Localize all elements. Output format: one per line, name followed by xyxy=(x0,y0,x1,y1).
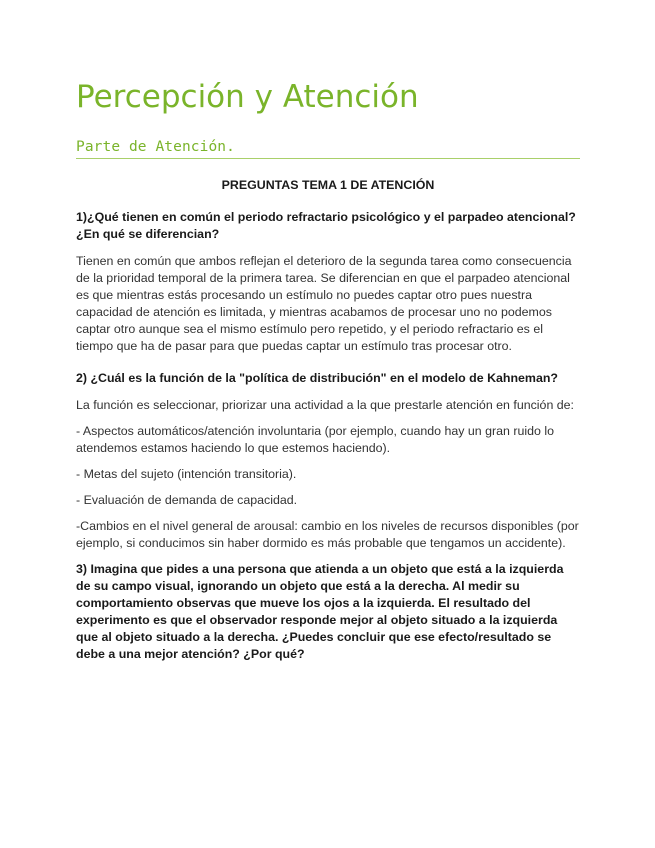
subtitle-divider xyxy=(76,158,580,159)
document-title: Percepción y Atención xyxy=(76,79,419,115)
question-1: 1)¿Qué tienen en común el periodo refractario psicológico y el parpadeo atencional?¿En qué se diferencian? xyxy=(76,210,576,241)
answer-2-list-item: -Cambios en el nivel general de arousal: cambio en los niveles de recursos disponibles (por ejemplo, si conducimos sin haber dormido es más probable que tengamos un accidente). xyxy=(76,519,579,550)
question-2: 2) ¿Cuál es la función de la "política de distribución" en el modelo de Kahneman? xyxy=(76,371,558,385)
answer-2-list-item: - Aspectos automáticos/atención involuntaria (por ejemplo, cuando hay un gran ruido lo atendemos estamos haciendo lo que estemos haciendo). xyxy=(76,424,555,455)
answer-2-paragraph: La función es seleccionar, priorizar una actividad a la que prestarle atención en función de: xyxy=(76,398,575,412)
answer-1-paragraph: Tienen en común que ambos reflejan el deterioro de la segunda tarea como consecuencia de la prioridad temporal de la primera tarea. Se diferencian en que el parpadeo atencional es que mientras estás procesando un estímulo no puedes captar otro pues nuestra capacidad de atención es limitada, y mientras acabamos de procesar uno no podemos captar otro aunque sea el mismo estímulo pero repetido, y el periodo refractario es el tiempo que ha de pasar para que puedas captar un estímulo tras procesar otro. xyxy=(76,254,572,353)
document-subtitle: Parte de Atención. xyxy=(76,139,235,155)
document-body xyxy=(76,177,580,663)
answer-2-list-item: - Metas del sujeto (intención transitoria). xyxy=(76,467,297,481)
answer-2-list-item: - Evaluación de demanda de capacidad. xyxy=(76,493,298,507)
section-heading: PREGUNTAS TEMA 1 DE ATENCIÓN xyxy=(221,178,435,192)
question-3: 3) Imagina que pides a una persona que atienda a un objeto que está a la izquierda de su campo visual, ignorando un objeto que está a la derecha. Al medir su comportamiento observas que mueve los ojos a la izquierda. El resultado del experimento es que el observador responde mejor al objeto situado a la izquierda que al objeto situado a la derecha. ¿Puedes concluir que ese efecto/resultado se debe a una mejor atención? ¿Por qué? xyxy=(76,562,564,661)
